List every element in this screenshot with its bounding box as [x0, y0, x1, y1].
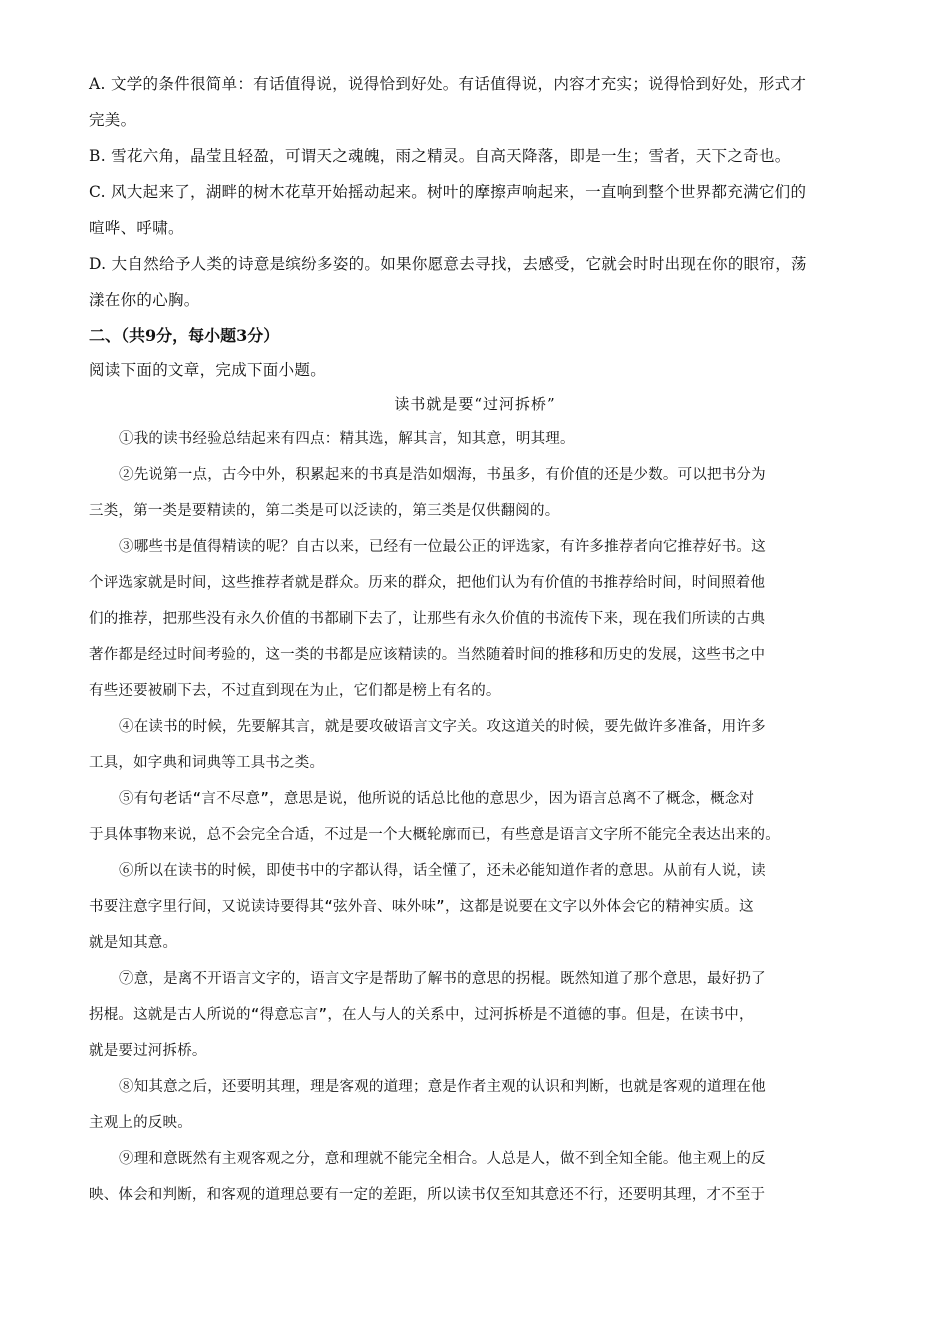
- paragraph-line: ⑧知其意之后，还要明其理，理是客观的道理；意是作者主观的认识和判断，也就是客观的道理在他: [119, 1079, 766, 1095]
- paragraph-line: 拐棍。这就是古人所说的“得意忘言”，在人与人的关系中，过河拆桥是不道德的事。但是，在读书中，: [89, 1007, 754, 1023]
- article-paragraph-7: [89, 967, 861, 1063]
- paragraph-line: 有些还要被刷下去，不过直到现在为止，它们都是榜上有名的。: [89, 683, 501, 699]
- paragraph-line: 就是知其意。: [89, 935, 178, 951]
- option-line: C. 风大起来了，湖畔的树木花草开始摇动起来。树叶的摩擦声响起来，一直响到整个世界都充满它们的: [89, 183, 807, 201]
- paragraph-line: ③哪些书是值得精读的呢？自古以来，已经有一位最公正的评选家，有许多推荐者向它推荐好书。这: [119, 539, 766, 555]
- option-d: [89, 252, 861, 312]
- paragraph-line: ⑨理和意既然有主观客观之分，意和理就不能完全相合。人总是人，做不到全知全能。他主观上的反: [119, 1151, 766, 1167]
- section-intro: 阅读下面的文章，完成下面小题。: [89, 361, 327, 379]
- paragraph-line: 主观上的反映。: [89, 1115, 192, 1131]
- paragraph-line: 书要注意字里行间，又说读诗要得其“弦外音、味外味”，这都是说要在文字以外体会它的精神实质。这: [89, 899, 754, 915]
- option-line: 漾在你的心胸。: [89, 291, 200, 309]
- paragraph-line: 们的推荐，把那些没有永久价值的书都刷下去了，让那些有永久价值的书流传下来，现在我们所读的古典: [89, 611, 766, 627]
- article-paragraph-8: [89, 1075, 861, 1135]
- paragraph-line: 三类，第一类是要精读的，第二类是可以泛读的，第三类是仅供翻阅的。: [89, 503, 560, 519]
- paragraph-line: ⑥所以在读书的时候，即使书中的字都认得，话全懂了，还未必能知道作者的意思。从前有人说，读: [119, 863, 766, 879]
- option-line: 喧哗、呼啸。: [89, 219, 184, 237]
- document-page: [89, 72, 861, 1219]
- article-paragraph-9: [89, 1147, 861, 1207]
- paragraph-line: 个评选家就是时间，这些推荐者就是群众。历来的群众，把他们认为有价值的书推荐给时间，时间照着他: [89, 575, 766, 591]
- option-line: B. 雪花六角，晶莹且轻盈，可谓天之魂魄，雨之精灵。自高天降落，即是一生；雪者，天下之奇也。: [89, 147, 791, 165]
- paragraph-line: ④在读书的时候，先要解其言，就是要攻破语言文字关。攻这道关的时候，要先做许多准备，用许多: [119, 719, 766, 735]
- article-paragraph-5: [89, 787, 861, 847]
- option-b: [89, 144, 861, 168]
- article-paragraph-4: [89, 715, 861, 775]
- paragraph-line: 就是要过河拆桥。: [89, 1043, 207, 1059]
- paragraph-line: ②先说第一点，古今中外，积累起来的书真是浩如烟海，书虽多，有价值的还是少数。可以把书分为: [119, 467, 766, 483]
- option-line: 完美。: [89, 111, 137, 129]
- paragraph-line: ①我的读书经验总结起来有四点：精其选，解其言，知其意，明其理。: [119, 431, 575, 447]
- paragraph-line: 于具体事物来说，总不会完全合适，不过是一个大概轮廓而已，有些意是语言文字所不能完全表达出来的。: [89, 827, 780, 843]
- paragraph-line: 工具，如字典和词典等工具书之类。: [89, 755, 325, 771]
- paragraph-line: ⑦意，是离不开语言文字的，语言文字是帮助了解书的意思的拐棍。既然知道了那个意思，最好扔了: [119, 971, 766, 987]
- article-paragraph-3: [89, 535, 861, 703]
- article-paragraph-2: [89, 463, 861, 523]
- article-paragraph-1: [89, 427, 861, 451]
- option-line: A. 文学的条件很简单：有话值得说，说得恰到好处。有话值得说，内容才充实；说得恰到好处，形式才: [89, 75, 807, 93]
- paragraph-line: ⑤有句老话“言不尽意”，意思是说，他所说的话总比他的意思少，因为语言总离不了概念，概念对: [119, 791, 755, 807]
- option-line: D. 大自然给予人类的诗意是缤纷多姿的。如果你愿意去寻找，去感受，它就会时时出现在你的眼帘，荡: [89, 255, 807, 273]
- paragraph-line: 映、体会和判断，和客观的道理总要有一定的差距，所以读书仅至知其意还不行，还要明其理，才不至于: [89, 1187, 766, 1203]
- article-paragraph-6: [89, 859, 861, 955]
- option-a: [89, 72, 861, 132]
- option-c: [89, 180, 861, 240]
- paragraph-line: 著作都是经过时间考验的，这一类的书都是应该精读的。当然随着时间的推移和历史的发展，这些书之中: [89, 647, 766, 663]
- section-heading: 二、（共9分，每小题3分）: [89, 326, 280, 345]
- article-title: 读书就是要“过河拆桥”: [394, 395, 556, 413]
